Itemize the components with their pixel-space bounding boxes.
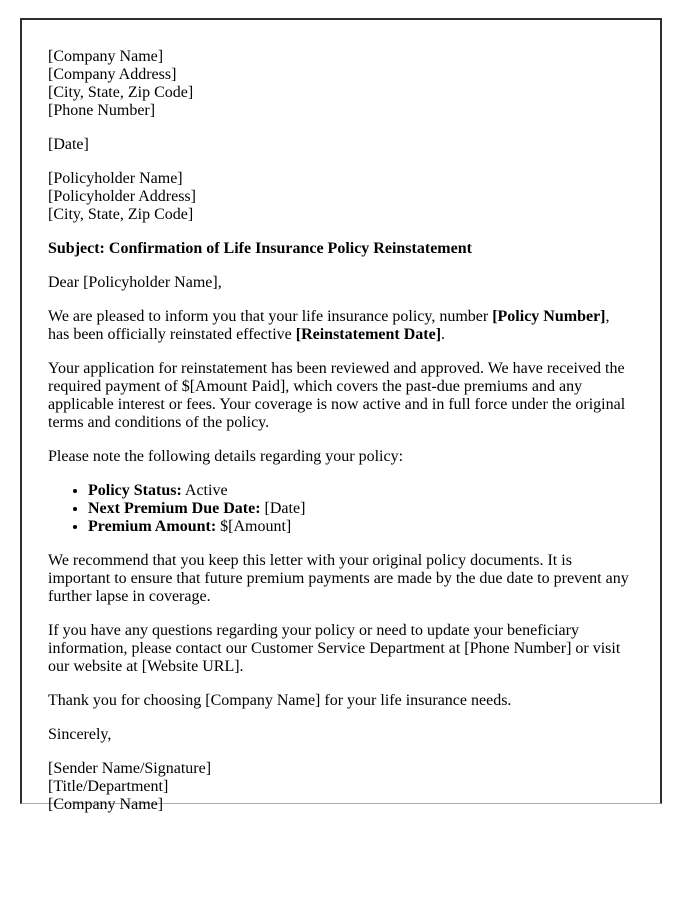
sender-phone-number: [Phone Number] (48, 102, 156, 119)
sender-city-state-zip: [City, State, Zip Code] (48, 84, 194, 101)
premium-amount-label: Premium Amount: (88, 518, 217, 535)
paragraph-application: Your application for reinstatement has been reviewed and approved. We have received the required payment of $[Amount Paid], which covers the past-due premiums and any applicable interest or fees. Your coverage is now active and in full force under the original terms and conditions of the policy. (48, 360, 626, 431)
signature-title-department: [Title/Department] (48, 778, 169, 795)
paragraph-recommend: We recommend that you keep this letter with your original policy documents. It is important to ensure that future premium payments are made by the due date to prevent any further lapse in coverage. (48, 552, 629, 605)
recipient-name: [Policyholder Name] (48, 170, 183, 187)
policy-details-list (48, 482, 634, 536)
paragraph-questions: If you have any questions regarding your policy or need to update your beneficiary information, please contact our Customer Service Department at [Phone Number] or visit our website at [Website URL]. (48, 622, 621, 675)
paragraph-thanks: Thank you for choosing [Company Name] for your life insurance needs. (48, 692, 512, 709)
recipient-address-block (48, 170, 634, 224)
letter-date: [Date] (48, 136, 89, 153)
letter-page (20, 18, 662, 813)
premium-amount-value: $[Amount] (216, 518, 292, 535)
recipient-city-state-zip: [City, State, Zip Code] (48, 206, 194, 223)
closing: Sincerely, (48, 726, 112, 743)
recipient-address: [Policyholder Address] (48, 188, 196, 205)
signature-block (48, 760, 634, 814)
sender-address-block (48, 48, 634, 120)
signature-company-name: [Company Name] (48, 796, 164, 813)
sender-company-address: [Company Address] (48, 66, 177, 83)
list-item-premium-amount (88, 518, 634, 536)
paragraph-details-intro: Please note the following details regarding your policy: (48, 448, 404, 465)
signature-sender-name: [Sender Name/Signature] (48, 760, 212, 777)
policy-status-value: Active (181, 482, 228, 499)
salutation: Dear [Policyholder Name], (48, 274, 222, 291)
sender-company-name: [Company Name] (48, 48, 164, 65)
reinstatement-date-placeholder: [Reinstatement Date] (295, 326, 442, 343)
intro-text-2: , has been officially reinstated effective (48, 308, 610, 343)
policy-number-placeholder: [Policy Number] (492, 308, 606, 325)
intro-text-3: . (441, 326, 446, 343)
intro-text-1: We are pleased to inform you that your life insurance policy, number (48, 308, 493, 325)
next-premium-due-label: Next Premium Due Date: (88, 500, 261, 517)
next-premium-due-value: [Date] (260, 500, 306, 517)
policy-status-label: Policy Status: (88, 482, 182, 499)
subject-line: Subject: Confirmation of Life Insurance Policy Reinstatement (48, 240, 472, 257)
list-item-next-premium-due (88, 500, 634, 518)
list-item-policy-status (88, 482, 634, 500)
paragraph-intro (48, 308, 634, 344)
